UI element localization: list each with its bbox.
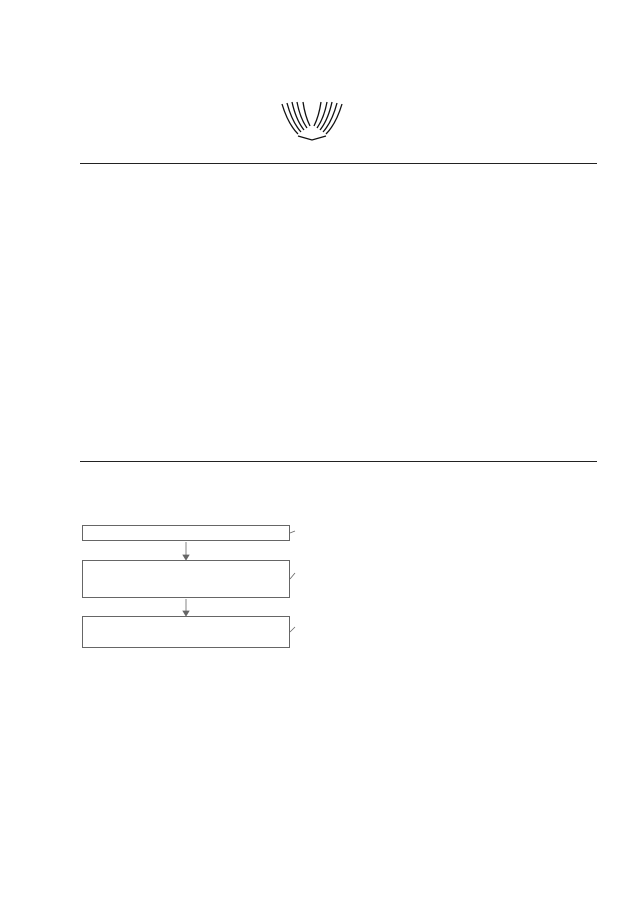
section-divider — [80, 461, 597, 462]
field-30 — [82, 278, 330, 291]
title-chinese — [82, 486, 85, 498]
side-barcode — [4, 380, 15, 700]
field-22 — [82, 218, 330, 231]
field-21 — [82, 199, 330, 212]
wipo-emblem-icon — [272, 98, 352, 142]
header-divider — [80, 163, 597, 164]
figure-captions — [337, 531, 599, 671]
top-barcode — [378, 89, 603, 102]
field-25 — [82, 238, 330, 251]
field-26 — [82, 258, 330, 271]
field-51 — [82, 167, 330, 194]
flow-arrows — [82, 520, 332, 670]
title-english — [82, 469, 85, 480]
flowchart-figure — [82, 520, 332, 670]
